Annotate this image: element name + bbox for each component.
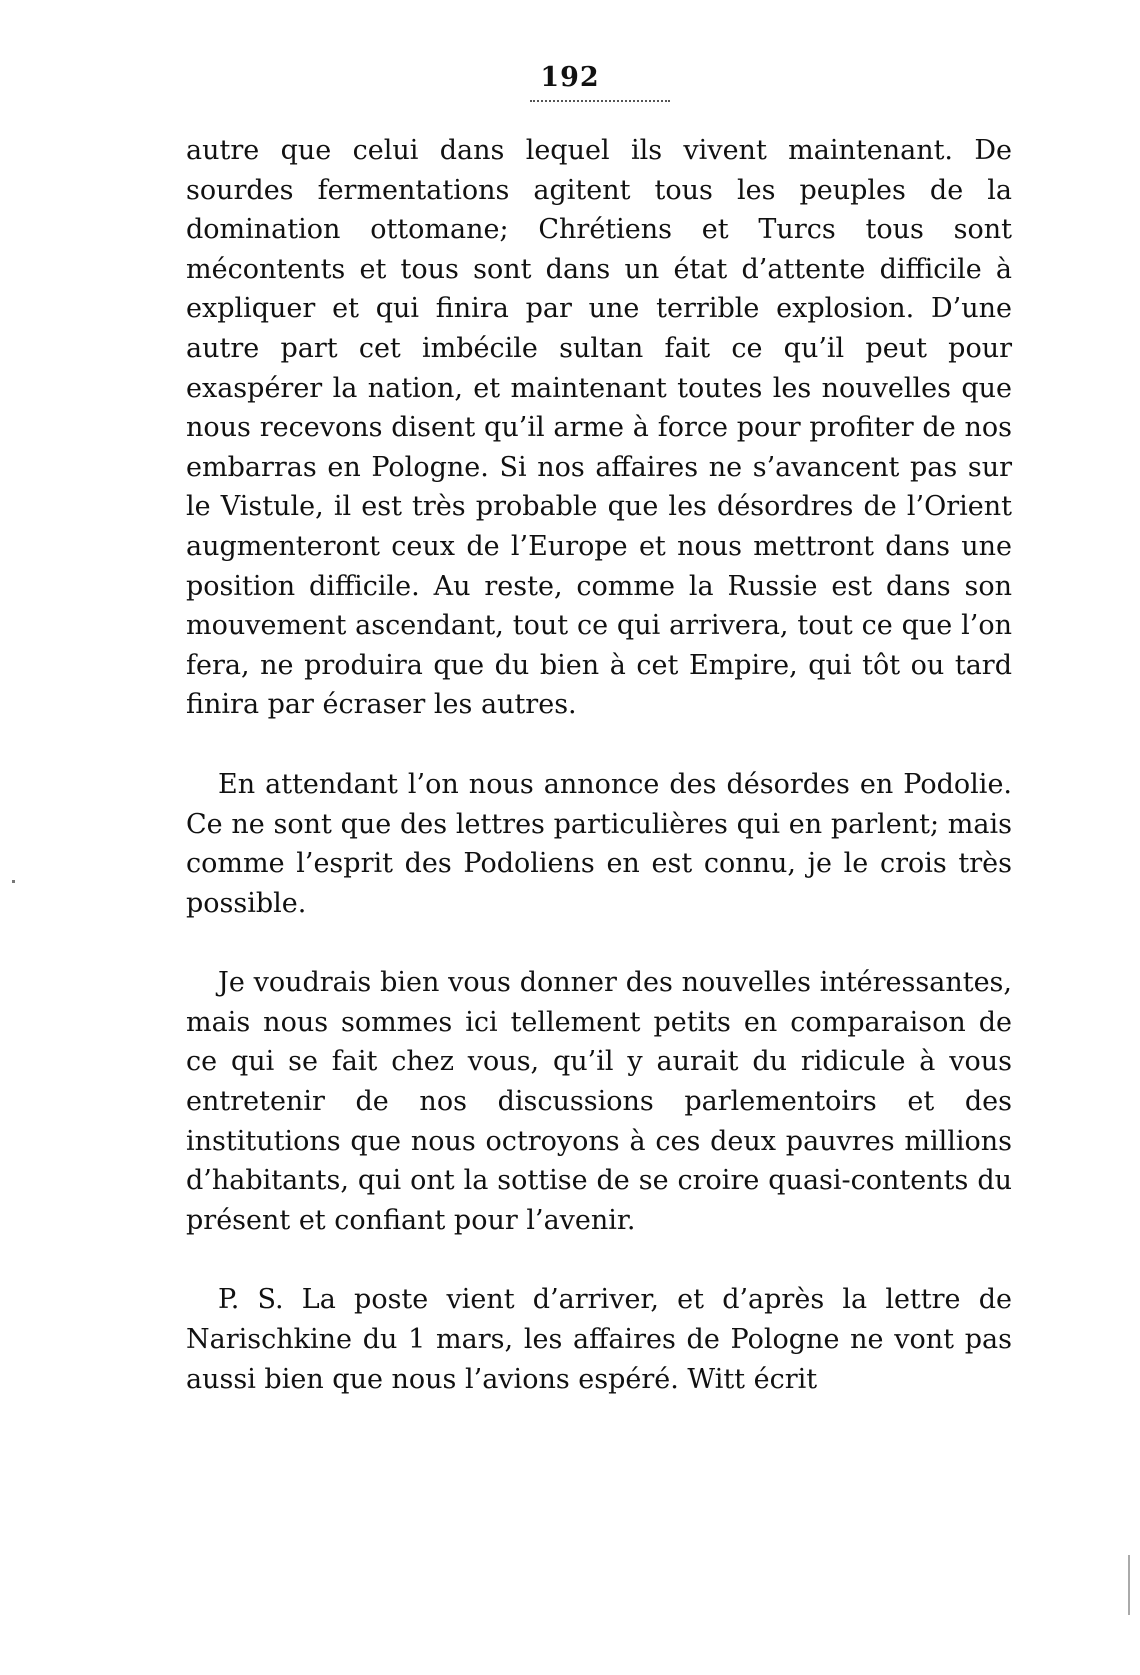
paragraph-2: En attendant l’on nous annonce des désordes en Podolie. Ce ne sont que des lettres particulières qui en parlent; mais comme l’esprit des Podoliens en est connu, je le crois très possible. <box>186 768 1012 919</box>
paragraph-1: autre que celui dans lequel ils vivent maintenant. De sourdes fermentations agitent tous les peuples de la domination ottomane; Chrétiens et Turcs tous sont mécontents et tous sont dans un état d’attente difficile à expliquer et qui finira par une terrible explosion. D’une autre part cet imbécile sultan fait ce qu’il peut pour exaspérer la nation, et maintenant toutes les nouvelles que nous recevons disent qu’il arme à force pour profiter de nos embarras en Pologne. Si nos affaires ne s’avancent pas sur le Vistule, il est très probable que les désordres de l’Orient augmenteront ceux de l’Europe et nous mettront dans une position difficile. Au reste, comme la Russie est dans son mouvement ascendant, tout ce qui arrivera, tout ce que l’on fera, ne produira que du bien à cet Empire, qui tôt ou tard finira par écraser les autres. <box>186 135 1012 721</box>
paragraph-3: Je voudrais bien vous donner des nouvelles intéressantes, mais nous sommes ici tellement petits en comparaison de ce qui se fait chez vous, qu’il y aurait du ridicule à vous entretenir de nos discussions parlementoirs et des institutions que nous octroyons à ces deux pauvres millions d’habitants, qui ont la sottise de se croire quasi-contents du présent et confiant pour l’avenir. <box>186 967 1012 1236</box>
page-number: 192 <box>540 62 600 93</box>
page-number-rule <box>530 100 670 102</box>
scan-speck <box>12 880 15 883</box>
scan-edge-mark <box>1128 1555 1130 1615</box>
paragraph-4: P. S. La poste vient d’arriver, et d’après la lettre de Narischkine du 1 mars, les affaires de Pologne ne vont pas aussi bien que nous l’avions espéré. Witt écrit <box>186 1284 1012 1395</box>
body-text <box>186 131 1012 1399</box>
